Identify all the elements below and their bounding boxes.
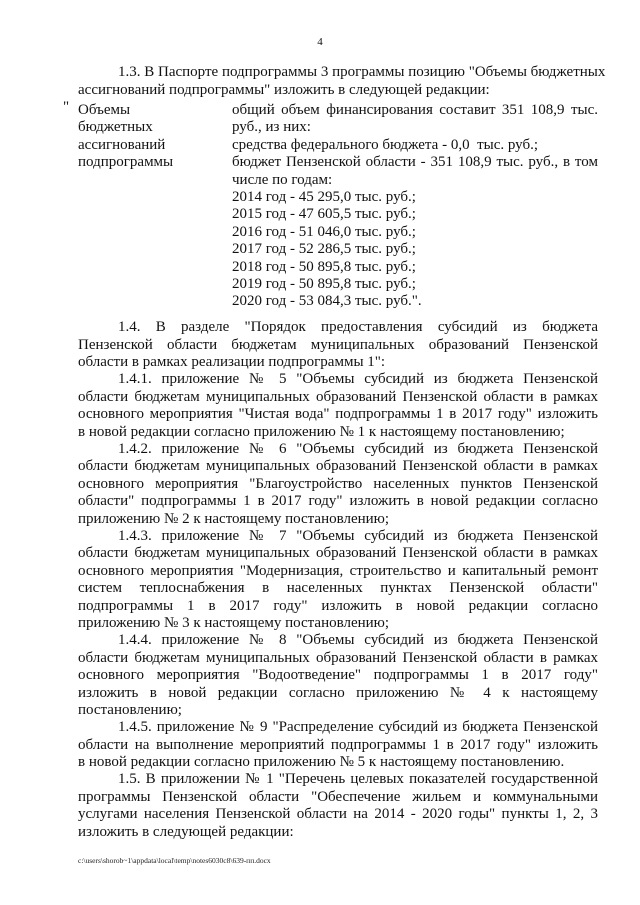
table-value-line: 2019 год - 50 895,8 тыс. руб.; (232, 275, 416, 292)
opening-quote: " (63, 99, 70, 115)
passport-label-cell (78, 102, 228, 172)
paragraph-1-4 (78, 319, 598, 371)
paragraph-1-4-3 (78, 528, 598, 632)
paragraph-1-3 (78, 64, 606, 99)
page-number: 4 (317, 36, 323, 48)
paragraph-line: приложению № 3 к настоящему постановлению; (78, 614, 390, 631)
paragraph-line: 1.3. В Паспорте подпрограммы 3 программы позицию "Объемы бюджетных (118, 64, 606, 81)
document-body (78, 319, 598, 841)
paragraph-line: области в рамках реализации подпрограммы 1": (78, 354, 386, 371)
table-value-line: 2014 год - 45 295,0 тыс. руб.; (232, 188, 416, 205)
paragraph-line: основного мероприятия "Водоотведение" подпрограммы 1 в 2017 году" (78, 667, 598, 684)
paragraph-line: 1.4.1. приложение № 5 "Объемы субсидий из бюджета Пензенской (118, 371, 598, 388)
paragraph-1-4-1 (78, 371, 598, 441)
table-label-line: Объемы (78, 102, 131, 118)
paragraph-1-4-2 (78, 441, 598, 528)
table-value-line: 2018 год - 50 895,8 тыс. руб.; (232, 258, 416, 275)
paragraph-line: основного мероприятия "Благоустройство населенных пунктов Пензенской (78, 475, 598, 492)
paragraph-line: 1.4.2. приложение № 6 "Объемы субсидий из бюджета Пензенской (118, 441, 598, 458)
paragraph-line: 1.4.5. приложение № 9 "Распределение субсидий из бюджета Пензенской (118, 719, 598, 736)
paragraph-1-4-4 (78, 632, 598, 719)
paragraph-line: 1.4.3. приложение № 7 "Объемы субсидий из бюджета Пензенской (118, 527, 598, 544)
table-label-line: ассигнований (78, 136, 166, 153)
table-value-line: 2020 год - 53 084,3 тыс. руб.". (232, 293, 422, 310)
table-value-line: средства федерального бюджета - 0,0 тыс. руб.; (232, 136, 539, 153)
paragraph-line: в новой редакции согласно приложению № 1 к настоящему постановлению; (78, 423, 565, 440)
paragraph-line: изложить в следующей редакции: (78, 823, 294, 840)
paragraph-1-5 (78, 771, 598, 841)
paragraph-line: программы Пензенской области "Обеспечение жильем и коммунальными (78, 788, 598, 805)
table-value-line: числе по годам: (232, 171, 333, 188)
table-value-line: бюджет Пензенской области - 351 108,9 тыс. руб., в том (232, 154, 598, 171)
paragraph-line: основного мероприятия "Модернизация, строительство и капитальный ремонт (78, 562, 598, 579)
paragraph-line: подпрограммы 1 в 2017 году" изложить в новой редакции согласно (78, 597, 598, 614)
table-value-line: 2017 год - 52 286,5 тыс. руб.; (232, 241, 416, 258)
paragraph-line: области бюджетам муниципальных образований Пензенской области в рамках (78, 649, 598, 666)
table-label-line: бюджетных (78, 119, 153, 136)
paragraph-line: приложению № 2 к настоящему постановлению; (78, 510, 390, 527)
paragraph-line: изложить в новой редакции согласно приложению № 4 к настоящему (78, 684, 598, 701)
paragraph-line: области бюджетам муниципальных образований Пензенской области в рамках (78, 545, 598, 562)
table-value-line: 2015 год - 47 605,5 тыс. руб.; (232, 206, 416, 223)
paragraph-line: области на выполнение мероприятий подпрограммы 1 в 2017 году" изложить (78, 736, 598, 753)
paragraph-1-4-5 (78, 719, 598, 771)
paragraph-line: в новой редакции согласно приложению № 5 к настоящему постановлению. (78, 754, 565, 771)
paragraph-line: систем теплоснабжения в населенных пунктах Пензенской области" (78, 580, 598, 597)
table-value-line: общий объем финансирования составит 351 108,9 тыс. (232, 102, 598, 118)
passport-value-cell (232, 102, 598, 311)
paragraph-line: 1.4. В разделе "Порядок предоставления субсидий из бюджета (118, 319, 598, 336)
passport-table (0, 99, 640, 312)
paragraph-line: услугами населения Пензенской области на 2014 - 2020 годы" пункты 1, 2, 3 (78, 806, 598, 823)
paragraph-line: основного мероприятия "Чистая вода" подпрограммы 1 в 2017 году" изложить (78, 406, 598, 423)
paragraph-line: Пензенской области бюджетам муниципальных образований Пензенской (78, 336, 598, 353)
paragraph-line: области" подпрограммы 1 в 2017 году" изложить в новой редакции согласно (78, 493, 598, 510)
paragraph-line: ассигнований подпрограммы" изложить в следующей редакции: (78, 81, 490, 98)
table-value-line: руб., из них: (232, 119, 311, 136)
paragraph-line: области бюджетам муниципальных образований Пензенской области в рамках (78, 458, 598, 475)
paragraph-line: 1.5. В приложении № 1 "Перечень целевых показателей государственной (118, 771, 598, 788)
file-path-footer: c:\users\shorob~1\appdata\local\temp\notes6030c8\639-пп.docx (78, 856, 271, 865)
table-value-line: 2016 год - 51 046,0 тыс. руб.; (232, 223, 416, 240)
paragraph-line: постановлению; (78, 701, 182, 718)
paragraph-line: 1.4.4. приложение № 8 "Объемы субсидий из бюджета Пензенской (118, 632, 598, 649)
paragraph-line: области бюджетам муниципальных образований Пензенской области в рамках (78, 388, 598, 405)
table-label-line: подпрограммы (78, 154, 174, 171)
